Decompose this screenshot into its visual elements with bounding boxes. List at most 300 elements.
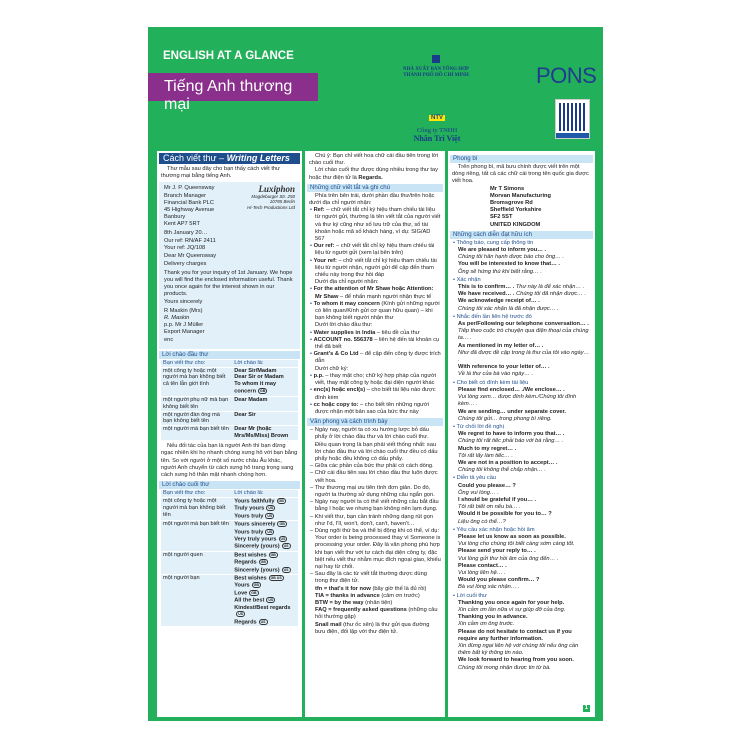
address-line: Banbury [164,214,186,221]
section-heading: Phong bì [450,155,593,163]
letterhead-logo [247,184,295,210]
phrase-text: Truly yours [234,505,265,512]
paragraph [309,366,441,373]
address-line: Mr J. P. Queensway [164,185,215,192]
table-row [161,426,298,441]
text: Phía trên bên trái, dưới phần đầu thư/trên hoặc dưới địa chỉ người nhận: [309,192,435,207]
text: – để cập đến công ty được trích dẫn [315,351,441,365]
qr-code-icon [555,99,590,139]
bullet-item [309,207,441,243]
sample-letter [159,182,300,348]
english-phrase [452,629,591,643]
text: (bây giờ thế là đủ rồi) [370,585,427,592]
abbreviation [309,593,441,600]
paragraph [309,193,441,207]
text: Thanking you in advance. [458,614,528,621]
region-badge: US [238,612,244,617]
text: Chúng tôi mong nhận được tin từ bà. [458,664,551,671]
english-phrase [452,563,591,570]
recipient-cell: một người mà bạn biết tên [161,521,232,552]
text: Như đã được đề cập trong lá thư của tôi vào ngày… . [458,349,590,364]
term: Water supplies in India [313,329,376,336]
text: Xác nhận [456,276,481,283]
english-phrase [452,387,591,394]
publisher-line: NHÀ XUẤT BẢN TỔNG HỢP [402,67,470,72]
term: enc(s) hoặc encl(s) [313,387,366,394]
text: Sau đây là các từ viết tắt thường được dùng trong thư điện tử. [314,571,427,585]
phrase-category [452,380,591,387]
text: Chúng tôi gửi… trong phong bì riêng. [458,415,552,422]
dash-item [309,499,441,513]
text: – tiêu đề của thư [375,329,420,336]
address-line: 45 Highway Avenue [164,207,215,214]
table-row [161,367,298,396]
address-line: Kent AP7 5RT [164,221,200,228]
title-vi: Cách viết thư – [163,153,227,163]
text: Dưới lời chào đầu thư: [315,322,373,329]
vietnamese-translation [452,621,591,628]
term: Snail mail [315,621,342,628]
term: To whom it may concern [313,300,380,307]
letter-body: Thank you for your inquiry of 1st January. We hope you will find the enclosed information useful. Thank you once again for the interest shown in our products. [164,269,293,298]
paragraph [309,322,441,329]
greeting-cell [232,498,298,521]
text: This is to confirm… . [458,284,515,291]
subject: Delivery charges [164,261,207,268]
greeting-cell [232,411,298,426]
text: Vui lòng xem… được đính kèm./Chúng tôi đính kèm… . [458,394,577,408]
text: Vui lòng gửi thư hồi âm của ông đến… . [458,555,559,562]
text: Thư thương mại ưu tiên tính đơn giản. Do đó, người ta thường sử dụng những câu ngắn gọn. [314,484,435,498]
bullet-item [309,301,441,323]
closing-table [161,490,298,627]
signature-block [164,308,295,337]
phrase-text: Kindest/Best regards [234,604,291,611]
region-badge: US [268,506,274,511]
greeting-cell [232,426,298,441]
text: Giữa các phần của bức thư phải có cách dòng. [314,463,434,470]
recipient-cell: một người mà bạn biết tên [161,426,232,441]
references [164,238,295,252]
phrase-text: Dear Sir/Madam [234,367,277,374]
intro: Thư mẫu sau đây cho bạn thấy cách viết thư thương mại bằng tiếng Anh. [161,166,280,180]
text: Dưới địa chỉ người nhận: [315,279,379,286]
english-phrase [452,247,591,254]
table-header [161,360,298,367]
phrase-text: Dear Madam [234,396,268,403]
text: Please let us know as soon as possible. [458,533,566,540]
dash-item [309,528,441,571]
text: We regret to have to inform you that… . [458,431,565,438]
term: Ref: [313,207,325,214]
text: Chúng tôi không thể chấp nhận… . [458,467,546,474]
logo-address-line: 10785 Berlin [269,199,295,205]
recipient-cell: một công ty hoặc một người mà bạn không biết tên [161,498,232,521]
text: Lời chào cuối thư được dùng nhiều trong thư tay hoặc thư điện tử là [309,167,438,181]
header-cell: Bạn viết thư cho: [161,490,232,497]
text: Chúng tôi rất tiếc phải báo với bà rằng… . [458,438,564,445]
english-phrase [452,483,591,490]
region-badge: GB [279,522,285,527]
greeting-phrase [234,521,296,528]
text: (nhân tiện) [363,599,393,606]
logo-name: Luxiphon [258,184,295,195]
bullet-item [309,373,441,387]
table-row [161,396,298,411]
region-badge: GB [260,389,266,394]
text: Dùng ngôi thứ ba và thể bị động khi có thể, ví dụ: Your order is being processed thay vì Someone is processing your order. Đây là văn phong phù hợp khi bạn viết thư với tư cách đại diện công ty, đặc biệt nếu viết thư nhằm mục đích ngoại giao, khiếu nại hay từ chối. [314,527,441,570]
vietnamese-translation [452,467,591,474]
bullet-item [309,351,441,365]
greeting-phrase [234,529,296,536]
text: Please send your reply to… . [458,548,536,555]
company-line: Công ty TNHH [416,127,458,134]
table-row [161,498,298,521]
paragraph [309,167,441,181]
text: Please do not hesitate to contact us if you require any further information. [458,628,572,642]
vietnamese-translation [452,570,591,577]
region-badge: GB [260,560,266,565]
phrase-category [452,424,591,431]
vietnamese-translation [452,584,591,591]
text: – liên hệ đến tài khoản cụ thể đã biết [315,336,440,351]
greeting-phrase [234,552,296,559]
region-badge: US [283,567,289,572]
salutation: Dear Mr Queensway [164,253,217,260]
text: Ngày nay người ta có thể viết những câu bắt đầu bằng I hoặc we nhưng bạn không nên lạm dụng. [314,499,439,513]
region-badge: US [283,544,289,549]
text: Khi viết thư, bạn cần tránh những dạng rút gọn như I'd, I'll, won't, don't, can't, haven't… [314,513,434,527]
greeting-phrase [234,536,296,543]
text: – chữ viết tắt chỉ ký hiệu tham chiếu tài liệu từ người nhận, người gửi để cập đến tham chiếu này trong thư hồi đáp [315,257,437,279]
text: – chữ viết tắt chỉ ký hiệu tham chiếu tài liệu từ người gửi, thường là tên viết tắt của người viết và thư ký cũng như số lưu trữ của thư, số tài khoản hoặc mã số khách hàng, ví dụ: SIG/AD 567 [315,207,441,243]
region-badge: GB [278,499,284,504]
term: TIA = thanks in advance [315,592,380,599]
text: Yêu cầu xác nhận hoặc hồi âm [456,526,535,533]
address-line: UNITED KINGDOM [490,221,541,228]
dash-item [309,463,441,470]
text: – cho biết tài liệu nào được đính kèm [315,387,436,401]
english-phrase [452,284,591,291]
page-number: 1 [584,704,588,711]
region-badge: US [260,619,266,624]
table-row [161,411,298,426]
address-line: Bromsgrove Rd [490,200,533,207]
phrase-category [452,240,591,247]
term: Regards. [358,174,383,181]
cover-card [148,27,603,721]
text: – để nhấn mạnh người nhận thực tế [338,293,432,300]
column-abbreviations [305,151,445,717]
bullet-item [309,258,441,280]
phrase-text: Regards [234,619,257,626]
text: Would you please confirm… ? [458,577,540,584]
page-title: Tiếng Anh thương mại [148,73,318,101]
paragraph [309,153,441,167]
address-line: SF2 5ST [490,214,513,221]
text: We are pleased to inform you… . [458,247,547,254]
vietnamese-translation [452,306,591,313]
text: We are sending… under separate cover. [458,408,566,415]
address-line: Mr T Simons [490,185,525,192]
greeting-phrase [234,374,296,381]
table-row [161,521,298,552]
text: Vui lòng cho chúng tôi biết càng sớm càng tốt. [458,541,575,548]
vietnamese-translation [452,269,591,276]
region-badge: US [280,537,286,541]
column-writing-letters [157,151,302,717]
note: Nếu đối tác của bạn là người Anh thì bạn đừng ngạc nhiên khi họ nhanh chóng xưng hô với bạn bằng tên. So với người ở một số nước châu Âu khác, người Anh chuyển từ cách xưng hô trang trọng sang cách xưng hô thân mật nhanh chóng hơn. [161,443,298,478]
phrase-text: Love [234,590,248,597]
text: We acknowledge receipt of… . [458,298,540,305]
text: I should be grateful if you… . [458,496,537,503]
text: Ngày nay, người ta có xu hướng lược bỏ dấu phẩy ở lời chào đầu thư và lời chào cuối thư. Điều quan trọng là bạn phải viết thống nhất: sau lời chào đầu thư và lời chào cuối thư đều có dấu phẩy hoặc đều không có dấu phẩy. [314,427,438,462]
english-phrase [452,511,591,518]
text: Chúng tôi xác nhận là đã nhận được… . [458,305,559,312]
text: Please contact… . [458,562,507,569]
reference-line: Our ref: RN/AF 2411 [164,237,216,244]
phrase-category [452,475,591,482]
phrase-text: Sincerely (yours) [234,567,280,574]
greeting-cell [232,521,298,552]
vietnamese-translation [452,453,591,460]
region-badge: US [267,529,273,534]
text: Chú ý: Bạn chỉ viết hoa chữ cái đầu tiên trong lời chào cuối thư. [309,153,438,167]
text: We have received… . [458,291,515,298]
english-phrase [452,600,591,607]
english-phrase [452,409,591,416]
vietnamese-translation [452,371,591,378]
greeting-phrase [234,426,296,440]
vietnamese-translation [452,328,591,342]
vietnamese-translation [452,490,591,497]
bullet-item [309,402,441,416]
closing: Yours sincerely [164,299,203,306]
bullet-item [309,286,441,300]
term: FAQ = frequently asked questions [315,607,407,614]
english-phrase [452,298,591,305]
section-heading: Những chữ viết tắt và ghi chú [307,184,443,192]
section-heading: Những cách diễn đạt hữu ích [450,231,593,239]
phrase-category [452,314,591,321]
text: We look forward to hearing from you soon. [458,657,574,664]
vietnamese-translation [452,350,591,364]
paragraph [452,164,591,186]
text: Trên phong bì, mã bưu chính được viết trên một dòng riêng, tất cả các chữ cái trong tên quốc gia được viết hoa. [452,164,589,185]
term: Your ref: [313,257,337,264]
paragraph [309,279,441,286]
vietnamese-translation [452,665,591,672]
section-title [159,153,300,164]
region-badge: GB [251,590,257,595]
table-row [161,574,298,626]
reference-line: Your ref: JQ/108 [164,245,206,252]
text: Tôi rất lấy làm tiếc… . [458,452,513,459]
vietnamese-translation [452,416,591,423]
phrase-text: Dear Sir or Madam [234,374,284,381]
term: For the attention of Mr Shaw hoặc Attention: Mr Shaw [313,286,434,300]
text: Ông vui lòng… . [458,489,499,496]
term: Our ref: [313,243,335,250]
phrase-text: Dear Sir [234,411,256,418]
text: (những câu hỏi thường gặp) [315,607,438,621]
english-phrase [452,446,591,453]
greeting-phrase [234,543,296,550]
vietnamese-translation [452,504,591,511]
signature-line: R Maskin (Mrs) [164,307,203,314]
text: Diễn tả yêu cầu [456,475,497,482]
publisher-line: THÀNH PHỐ HỒ CHÍ MINH [403,73,469,78]
publisher-logo [396,55,476,79]
english-phrase [452,548,591,555]
abbreviation [309,622,441,636]
text: Dưới chữ ký: [315,365,349,372]
term: cc hoặc copy to: [313,401,359,408]
translation: Chúng tôi đã nhận được… . [514,291,587,298]
vietnamese-translation [452,643,591,657]
bullet-item [309,330,441,337]
company-logo [402,106,472,143]
abbreviation [309,600,441,607]
greeting-phrase [234,559,296,566]
greeting-table [161,360,298,441]
phrase-text: Yours truly [234,513,264,520]
text: Nhắc đến lần liên hệ trước đó [456,313,532,320]
text: Please find enclosed… ./We enclose… . [458,386,565,393]
term: p.p. [313,372,324,379]
signature-line: Export Manager [164,329,205,336]
table-row [161,551,298,574]
company-name: Nhân Trí Việt [413,134,461,143]
table-header [161,490,298,497]
section-heading: Văn phong và cách trình bày [307,418,443,426]
abbreviation [309,586,441,593]
column-phrases [448,151,595,717]
greeting-phrase [234,513,296,520]
phrase-text: Sincerely (yours) [234,543,280,550]
english-phrase [452,261,591,268]
text: – cho biết tên những người được nhận một bản sao của bức thư này [315,401,429,415]
text: – thay mặt cho; chữ ký hợp pháp của người viết, thay mặt công ty hoặc đại diện người khác [315,372,437,387]
phrase-text: To whom it may concern [234,381,277,395]
greeting-phrase [234,368,296,375]
greeting-phrase [234,590,296,597]
phrase-text: Yours truly [234,529,264,536]
english-phrase [452,577,591,584]
text: You will be interested to know that… . [458,261,560,268]
logo-address-line: Magdeburger Str. 250 [251,193,295,199]
text: Về lá thư của bà vào ngày… . [458,371,534,378]
text: (cảm ơn trước) [379,592,420,599]
vietnamese-translation [452,394,591,408]
phrase-text: All the best [234,597,265,604]
text: Bà vui lòng xác nhận… . [458,584,520,591]
phrase-category [452,277,591,284]
text: Vui lòng liên hệ… . [458,569,506,576]
text: Chúng tôi hân hạnh được báo cho ông… . [458,254,565,261]
region-badge: GB [253,583,259,588]
address-line: Financial Bank PLC [164,199,214,206]
region-badge: GB US [270,575,282,580]
greeting-phrase [234,498,296,505]
greeting-heading: Lời chào đầu thư [159,351,300,359]
text: Much to my regret… . [458,445,517,452]
dash-item [309,571,441,585]
bullet-item [309,337,441,351]
publisher-icon [432,55,440,63]
letter-date: 8th January 20… [164,229,208,236]
vietnamese-translation [452,438,591,445]
header-cell: Lời chào là: [232,360,298,367]
term: Grant's & Co Ltd [313,351,359,358]
greeting-cell [232,367,298,396]
vietnamese-translation [452,607,591,614]
text: Thông báo, cung cấp thông tin [456,239,534,246]
phrase-category [452,527,591,534]
closing-heading: Lời chào cuối thư [159,481,300,489]
greeting-phrase [234,619,296,626]
ntv-badge: NTV [431,115,443,121]
bullet-item [309,387,441,401]
recipient-cell: một người phụ nữ mà bạn không biết tên [161,396,232,411]
dash-item [309,470,441,484]
text: (thư ốc sên) là thư gửi qua đường bưu điện, đối lập với thư điện tử. [315,621,430,635]
greeting-phrase [234,567,296,574]
text: Would it be possible for you to… ? [458,511,552,518]
abbreviation [309,607,441,621]
dash-item [309,514,441,528]
greeting-phrase [234,582,296,589]
text: Tôi rất biết ơn nếu bà… . [458,504,521,511]
vietnamese-translation [452,541,591,548]
address-line: Sheffield Yorkshire [490,207,542,214]
text: As per/Following our telephone conversation… . [458,321,589,328]
phrase-text: Yours faithfully [234,498,275,505]
greeting-phrase [234,505,296,512]
title-en: Writing Letters [226,153,290,163]
translation: Thư này là để xác nhận… . [514,284,585,291]
greeting-phrase [234,605,296,619]
text: Từ chối lời đề nghị [456,423,504,430]
text: Xin cảm ơn lần nữa vì sự giúp đỡ của ông. [458,606,566,613]
greeting-phrase [234,597,296,604]
signature-line: R. Maskin [164,314,190,321]
phrase-text: Best wishes [234,552,267,559]
greeting-phrase [234,412,296,419]
text: Ông sẽ hứng thú khi biết rằng… . [458,268,542,275]
text: Thanking you once again for your help. [458,599,565,606]
bullet-item [309,243,441,257]
recipient-cell: một công ty hoặc một người mà bạn không biết cả tên lẫn giới tính [161,367,232,396]
greeting-phrase [234,397,296,404]
term: BTW = by the way [315,599,364,606]
greeting-phrase [234,575,296,582]
term: ACCOUNT no. 556378 [313,336,373,343]
greeting-cell [232,574,298,626]
series-title: ENGLISH AT A GLANCE [163,50,294,62]
text: Chữ cái đầu tiên sau lời chào đầu thư luôn được viết hoa. [314,470,438,484]
dash-item [309,485,441,499]
phrase-category [452,593,591,600]
region-badge: GB [270,552,276,557]
phrase-text: Very truly yours [234,536,277,543]
greeting-cell [232,551,298,574]
vietnamese-translation [452,556,591,563]
text: With reference to your letter of… . [458,364,550,371]
phrase-text: Best wishes [234,575,267,582]
phrase-text: Dear Mr (hoặc Mrs/Ms/Miss) Brown [234,426,289,440]
text: Lời cuối thư [456,592,487,599]
